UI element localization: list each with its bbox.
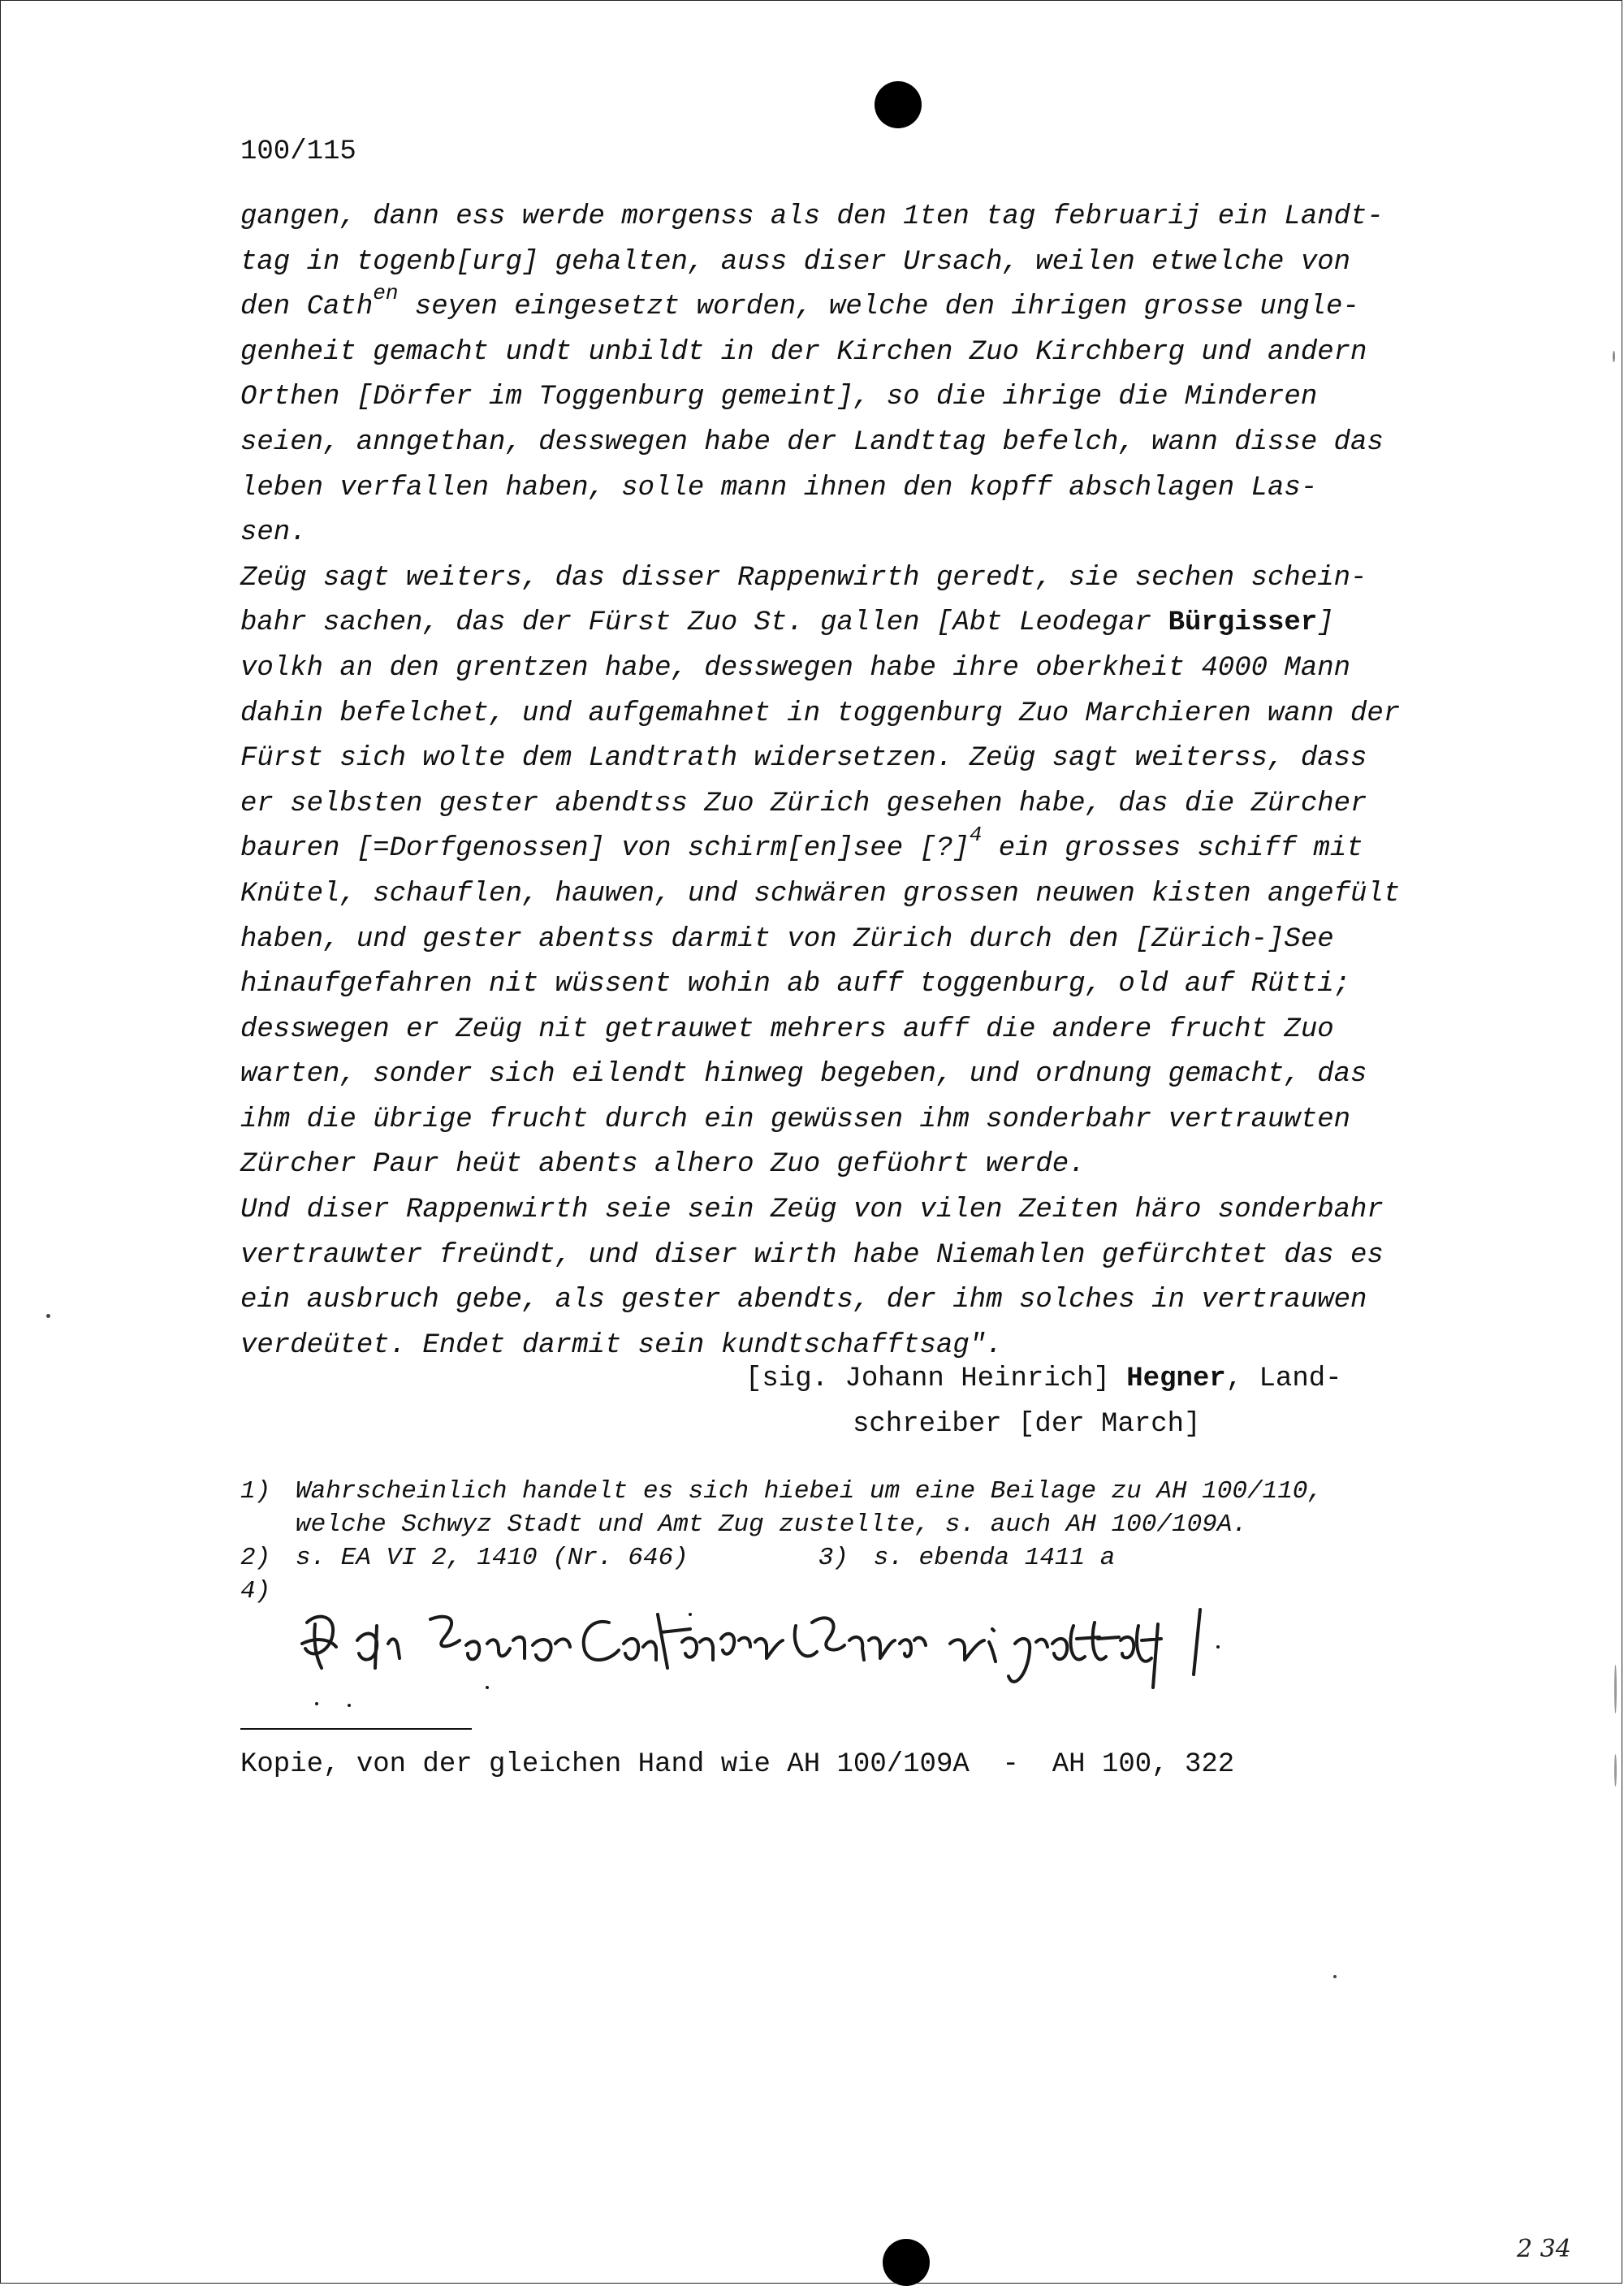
- footnote: [240, 1475, 1507, 1508]
- text-line: verdeütet. Endet darmit sein kundtschafftsag".: [240, 1329, 1003, 1361]
- text-fragment: ein grosses schiff mit: [982, 833, 1363, 865]
- signature-line: [745, 1356, 1476, 1402]
- text-line: Und diser Rappenwirth seie sein Zeüg von vilen Zeiten häro sonderbahr: [240, 1195, 1384, 1226]
- text-line: er selbsten gester abendtss Zuo Zürich gesehen habe, das die Zürcher: [240, 788, 1367, 819]
- text-line: volkh an den grentzen habe, desswegen habe ihre oberkheit 4000 Mann: [240, 652, 1351, 684]
- signer-name: Hegner: [1126, 1363, 1226, 1394]
- text-fragment: seyen eingesetzt worden, welche den ihrigen grosse ungle-: [414, 292, 1359, 323]
- footnote-number: 1): [240, 1477, 271, 1506]
- text-line: tag in togenb[urg] gehalten, auss diser Ursach, weilen etwelche von: [240, 246, 1351, 278]
- page-number: 100/115: [240, 136, 356, 167]
- text-fragment: den Cath: [240, 292, 374, 323]
- footnote-number: 2): [240, 1544, 271, 1572]
- scan-speck: [1614, 1665, 1617, 1713]
- signature-line: schreiber [der March]: [853, 1409, 1201, 1440]
- text-line: Zeüg sagt weiters, das disser Rappenwirth geredt, sie sechen schein-: [240, 562, 1367, 594]
- text-line: Zürcher Paur heüt abents alhero Zuo gefüohrt werde.: [240, 1149, 1086, 1181]
- name-bold: Bürgisser: [1168, 607, 1318, 639]
- footnotes: [240, 1475, 1507, 1605]
- footnote-divider: [240, 1728, 472, 1730]
- footnote: [240, 1508, 1507, 1541]
- superscript: en: [373, 281, 399, 306]
- text-line: desswegen er Zeüg nit getrauwet mehrers auff die andere frucht Zuo: [240, 1013, 1334, 1045]
- scan-speck: [1333, 1975, 1337, 1978]
- footnote-text: welche Schwyz Stadt und Amt Zug zustellte, s. auch AH 100/109A.: [296, 1510, 1247, 1539]
- punch-hole-icon: [875, 81, 922, 128]
- text-line: sen.: [240, 517, 307, 549]
- text-line: ihm die übrige frucht durch ein gewüssen ihm sonderbahr vertrauwten: [240, 1104, 1351, 1135]
- footnote-number: 4): [240, 1577, 271, 1605]
- copy-note: Kopie, von der gleichen Hand wie AH 100/109A - AH 100, 322: [240, 1749, 1235, 1780]
- footnote-ref: 4: [969, 823, 983, 848]
- text-line: seien, anngethan, desswegen habe der Landttag befelch, wann disse das: [240, 426, 1384, 458]
- archive-page-number: 2 34: [1517, 2235, 1571, 2263]
- text-fragment: ]: [1317, 607, 1334, 639]
- text-line: Knütel, schauflen, hauwen, und schwären grossen neuwen kisten angefült: [240, 878, 1401, 910]
- scan-speck: [1614, 1754, 1617, 1787]
- text-line: warten, sonder sich eilendt hinweg begeben, und ordnung gemacht, das: [240, 1059, 1367, 1091]
- footnote: [818, 1541, 1116, 1575]
- punch-hole-icon: [883, 2239, 930, 2286]
- transcription-body: [240, 195, 1483, 1368]
- text-line: vertrauwter freündt, und diser wirth habe Niemahlen gefürchtet das es: [240, 1239, 1384, 1271]
- text-line: gangen, dann ess werde morgenss als den 1ten tag februarij ein Landt-: [240, 201, 1384, 232]
- footnote-row: [240, 1541, 1507, 1575]
- text-line: [240, 281, 1483, 331]
- scan-speck: [46, 1314, 50, 1318]
- text-fragment: [sig. Johann Heinrich]: [745, 1363, 1127, 1394]
- text-fragment: bahr sachen, das der Fürst Zuo St. gallen [Abt Leodegar: [240, 607, 1168, 639]
- text-line: ein ausbruch gebe, als gester abendts, der ihm solches in vertrauwen: [240, 1285, 1367, 1316]
- text-fragment: bauren [=Dorfgenossen] von schirm[en]see [?]: [240, 833, 970, 865]
- text-line: hinaufgefahren nit wüssent wohin ab auff toggenburg, old auf Rütti;: [240, 969, 1351, 1000]
- text-line: haben, und gester abentss darmit von Zürich durch den [Zürich-]See: [240, 923, 1334, 955]
- text-line: genheit gemacht undt unbildt in der Kirchen Zuo Kirchberg und andern: [240, 336, 1367, 368]
- text-line: dahin befelchet, und aufgemahnet in toggenburg Zuo Marchieren wann der: [240, 698, 1401, 729]
- text-line: leben verfallen haben, solle mann ihnen den kopff abschlagen Las-: [240, 472, 1318, 503]
- text-line: Fürst sich wolte dem Landtrath widersetzen. Zeüg sagt weiterss, dass: [240, 743, 1367, 775]
- footnote-text: s. EA VI 2, 1410 (Nr. 646): [296, 1544, 689, 1572]
- scan-speck: [1613, 351, 1615, 362]
- handwritten-quotation-icon: [300, 1590, 1234, 1712]
- text-fragment: , Land-: [1225, 1363, 1342, 1394]
- text-line: [240, 823, 1483, 872]
- text-line: [240, 601, 1483, 646]
- text-line: Orthen [Dörfer im Toggenburg gemeint], so die ihrige die Minderen: [240, 382, 1318, 413]
- footnote-text: Wahrscheinlich handelt es sich hiebei um eine Beilage zu AH 100/110,: [296, 1477, 1324, 1506]
- footnote: [240, 1541, 689, 1575]
- signature-block: [745, 1356, 1476, 1447]
- footnote-number: 3): [818, 1544, 849, 1572]
- footnote-text: s. ebenda 1411 a: [873, 1544, 1116, 1572]
